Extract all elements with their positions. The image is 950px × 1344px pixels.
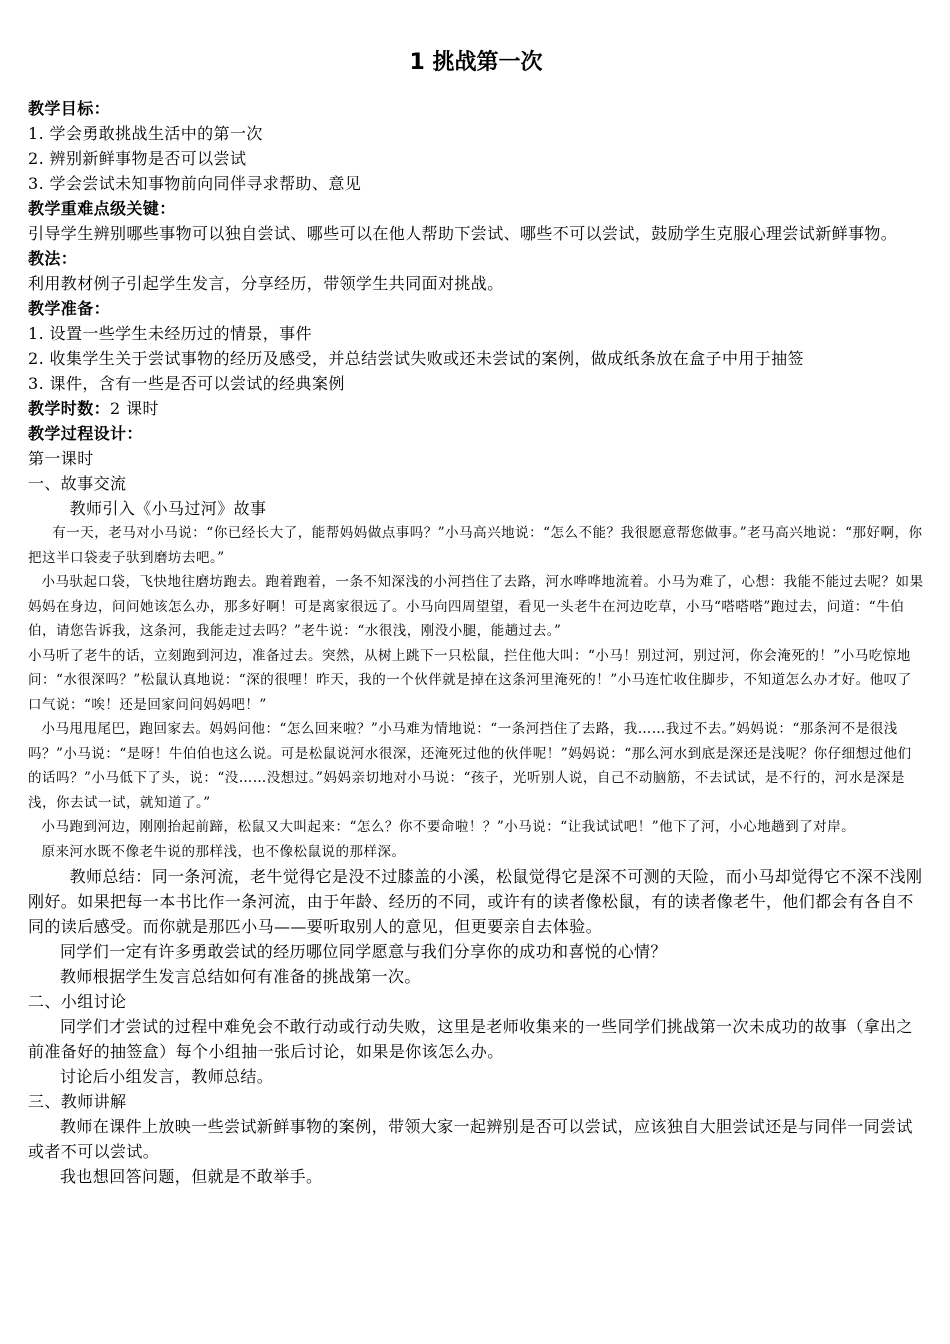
- teacher-summary-short: 教师根据学生发言总结如何有准备的挑战第一次。: [60, 967, 421, 986]
- story-intro: 教师引入《小马过河》故事: [69, 499, 267, 518]
- method-text: 利用教材例子引起学生发言，分享经历，带领学生共同面对挑战。: [28, 274, 504, 293]
- section-three-text: 教师在课件上放映一些尝试新鲜事物的案例，带领大家一起辨别是否可以尝试，应该独自大胆尝试还是与同伴一同尝试或者不可以尝试。: [28, 1117, 913, 1161]
- section-two-text: 同学们才尝试的过程中难免会不敢行动或行动失败，这里是老师收集来的一些同学们挑战第一次未成功的故事（拿出之前准备好的抽签盒）每个小组抽一张后讨论，如果是你该怎么办。: [28, 1017, 913, 1061]
- process-heading: 教学过程设计：: [28, 424, 143, 443]
- story-paragraph: 小马驮起口袋，飞快地往磨坊跑去。跑着跑着，一条不知深浅的小河挡住了去路，河水哗哗地流着。小马为难了，心想：我能不能过去呢？如果妈妈在身边，问问她该怎么办，那多好啊！可是离家很远了。小马向四周望望，看见一头老牛在河边吃草，小马“嗒嗒嗒”跑过去，问道：“牛伯伯，请您告诉我，这条河，我能走过去吗？”老牛说：“水很浅，刚没小腿，能趟过去。”: [28, 574, 924, 639]
- goal-item: 3. 学会尝试未知事物前向同伴寻求帮助、意见: [28, 174, 362, 193]
- preparation-item: 2. 收集学生关于尝试事物的经历及感受，并总结尝试失败或还未尝试的案例，做成纸条放在盒子中用于抽签: [28, 349, 804, 368]
- story-paragraph: 小马甩甩尾巴，跑回家去。妈妈问他：“怎么回来啦？”小马难为情地说：“一条河挡住了去路，我……我过不去。”妈妈说：“那条河不是很浅吗？”小马说：“是呀！牛伯伯也这么说。可是松鼠说河水很深，还淹死过他的伙伴呢！”妈妈说：“那么河水到底是深还是浅呢？你仔细想过他们的话吗？”小马低下了头，说：“没……没想过。”妈妈亲切地对小马说：“孩子，光听别人说，自己不动脑筋，不去试试，是不行的，河水是深是浅，你去试一试，就知道了。”: [28, 721, 912, 811]
- preparation-item: 1. 设置一些学生未经历过的情景，事件: [28, 324, 312, 343]
- story-paragraph: 小马听了老牛的话，立刻跑到河边，准备过去。突然，从树上跳下一只松鼠，拦住他大叫：“小马！别过河，别过河，你会淹死的！”小马吃惊地问：“水很深吗？”松鼠认真地说：“深的很哩！昨天，我的一个伙伴就是掉在这条河里淹死的！”小马连忙收住脚步，不知道怎么办才好。他叹了口气说：“唉！还是回家问问妈妈吧！”: [28, 647, 912, 713]
- section-two-after: 讨论后小组发言，教师总结。: [60, 1067, 274, 1086]
- story-paragraph: 原来河水既不像老牛说的那样浅，也不像松鼠说的那样深。: [41, 843, 406, 860]
- lesson-one-label: 第一课时: [28, 449, 94, 468]
- preparation-heading: 教学准备：: [28, 299, 111, 318]
- story-paragraph: 有一天，老马对小马说：“你已经长大了，能帮妈妈做点事吗？”小马高兴地说：“怎么不能？我很愿意帮您做事。”老马高兴地说：“那好啊，你把这半口袋麦子驮到磨坊去吧。”: [28, 525, 923, 566]
- goal-item: 1. 学会勇敢挑战生活中的第一次: [28, 124, 263, 143]
- section-three-last: 我也想回答问题，但就是不敢举手。: [60, 1167, 323, 1186]
- story-paragraph: 小马跑到河边，刚刚抬起前蹄，松鼠又大叫起来：“怎么？你不要命啦！？”小马说：“让我试试吧！”他下了河，小心地趟到了对岸。: [41, 819, 856, 835]
- class-hours-label: 教学时数：: [28, 399, 111, 418]
- preparation-item: 3. 课件，含有一些是否可以尝试的经典案例: [28, 374, 345, 393]
- method-heading: 教法：: [28, 249, 78, 268]
- key-points-heading: 教学重难点级关键：: [28, 199, 176, 218]
- teacher-summary: 教师总结：同一条河流，老牛觉得它是没不过膝盖的小溪，松鼠觉得它是深不可测的天险，而小马却觉得它不深不浅刚刚好。如果把每一本书比作一条河流，由于年龄、经历的不同，或许有的读者像松鼠，有的读者像老牛，他们都会有各自不同的读后感受。而你就是那匹小马——要听取别人的意见，但更要亲自去体验。: [28, 867, 923, 936]
- lesson-plan-page: [28, 48, 924, 1189]
- class-hours: [28, 396, 924, 421]
- section-three-title: 三、教师讲解: [28, 1092, 127, 1111]
- goals-heading: 教学目标：: [28, 99, 111, 118]
- share-prompt: 同学们一定有许多勇敢尝试的经历哪位同学愿意与我们分享你的成功和喜悦的心情？: [60, 942, 667, 961]
- section-one-title: 一、故事交流: [28, 474, 127, 493]
- page-title: 1 挑战第一次: [409, 50, 543, 75]
- section-two-title: 二、小组讨论: [28, 992, 127, 1011]
- goal-item: 2. 辨别新鲜事物是否可以尝试: [28, 149, 247, 168]
- class-hours-value: 2 课时: [110, 399, 159, 418]
- key-points-text: 引导学生辨别哪些事物可以独自尝试、哪些可以在他人帮助下尝试、哪些不可以尝试，鼓励学生克服心理尝试新鲜事物。: [28, 224, 898, 243]
